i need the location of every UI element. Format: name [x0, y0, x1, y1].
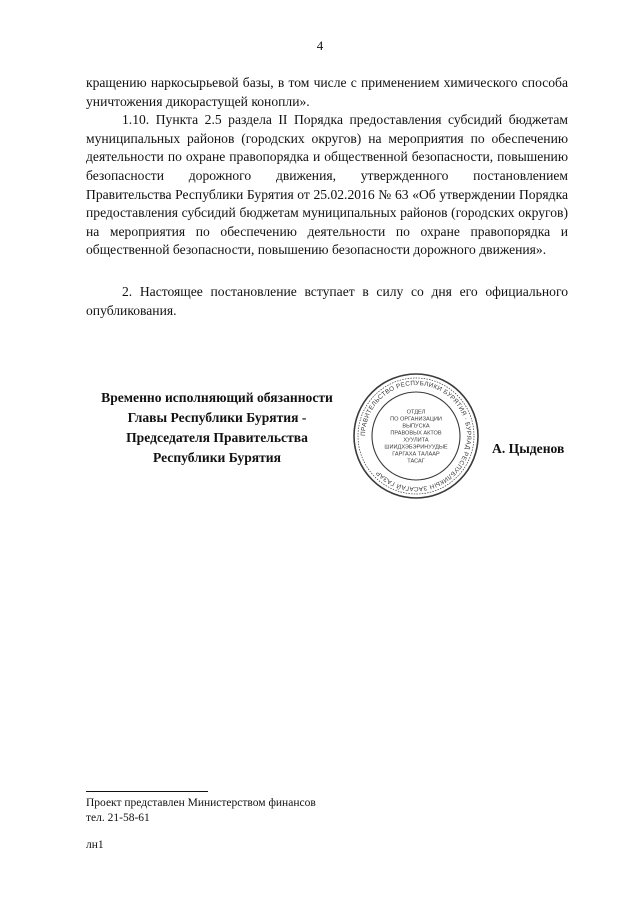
main-text-block [86, 74, 568, 260]
svg-text:ГАРГАХА ТАЛААР: ГАРГАХА ТАЛААР [392, 451, 440, 458]
signatory-title-line: Временно исполняющий обязанности [101, 390, 333, 405]
paragraph-entry-into-force: 2. Настоящее постановление вступает в силу со дня его официального опубликования. [86, 284, 568, 318]
svg-text:ОТДЕЛ: ОТДЕЛ [406, 409, 426, 416]
svg-text:ТАСАГ: ТАСАГ [407, 458, 425, 465]
page-number: 4 [316, 38, 324, 53]
signatory-title-line: Республики Бурятия [152, 450, 281, 465]
svg-text:ВЫПУСКА: ВЫПУСКА [402, 423, 430, 430]
footnote-project-source: Проект представлен Министерством финансов [86, 797, 316, 809]
signatory-title-line: Главы Республики Бурятия - [127, 410, 307, 425]
final-provision-block [86, 283, 568, 320]
svg-text:ПО ОРГАНИЗАЦИИ: ПО ОРГАНИЗАЦИИ [390, 416, 442, 423]
footnote-code: лн1 [86, 839, 104, 851]
paragraph-item-1-10: 1.10. Пункта 2.5 раздела II Порядка предоставления субсидий бюджетам муниципальных районов (городских округов) на мероприятия по обеспечению деятельности по охране правопорядка и общественной безопасности, повышению безопасности дорожного движения, утвержденного постановлением Правительства Республики Бурятия от 25.02.2016 № 63 «Об утверждении Порядка предоставления субсидий бюджетам муниципальных районов (городских округов) на мероприятия по обеспечению деятельности по охране правопорядка и общественной безопасности, повышению безопасности дорожного движения». [86, 112, 568, 258]
official-seal-stamp [352, 372, 480, 500]
svg-text:ХУУЛИТА: ХУУЛИТА [403, 437, 429, 444]
footnote-phone: тел. 21-58-61 [86, 812, 150, 824]
svg-text:ПРАВОВЫХ АКТОВ: ПРАВОВЫХ АКТОВ [390, 430, 442, 437]
signatory-title-line: Председателя Правительства [126, 430, 308, 445]
paragraph-continuation: кращению наркосырьевой базы, в том числе с применением химического способа уничтожения дикорастущей конопли». [86, 75, 568, 109]
signatory-title [80, 388, 354, 468]
svg-text:ШИИДХЭБЭРИНУУДЫЕ: ШИИДХЭБЭРИНУУДЫЕ [384, 444, 448, 451]
signatory-name: А. Цыденов [492, 441, 565, 456]
footnote-divider [86, 791, 208, 792]
svg-text:ПРАВИТЕЛЬСТВО РЕСПУБЛИКИ БУРЯТ: ПРАВИТЕЛЬСТВО РЕСПУБЛИКИ БУРЯТИЯ · БУРЯАД РЕСПУБЛИКЫН ЗАСАГАЙ ГАЗАР [359, 379, 473, 493]
